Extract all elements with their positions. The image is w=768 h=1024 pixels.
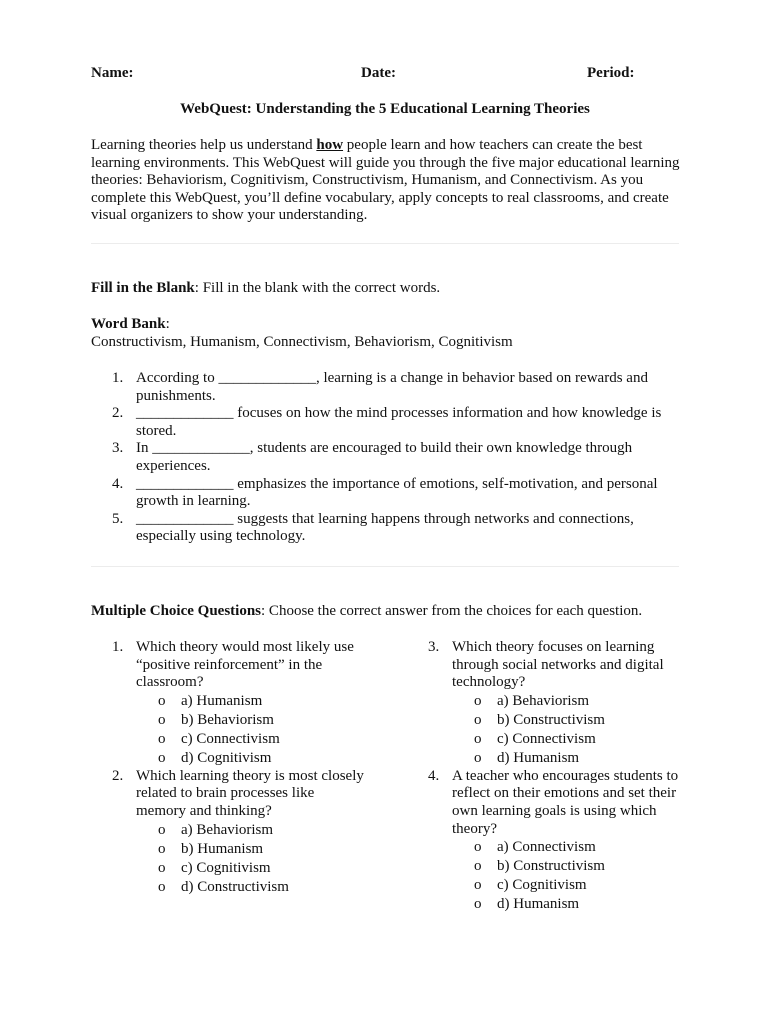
option-text: a) Behaviorism [497,692,590,709]
answer-option [91,711,381,730]
student-info-header [91,65,681,83]
answer-option [91,840,381,859]
bullet-icon: o [474,692,482,709]
answer-option [91,730,381,749]
fill-blank-item [91,440,666,475]
answer-option [91,821,381,840]
question-text: A teacher who encourages students to reflect on their emotions and set their own learning goals is using which theory? [452,767,679,837]
question-text: Which theory would most likely use “positive reinforcement” in the classroom? [136,639,354,691]
bullet-icon: o [158,878,166,895]
item-number: 3. [112,440,124,457]
option-text: a) Behaviorism [181,821,274,838]
bullet-icon: o [474,877,482,894]
item-text: _____________ focuses on how the mind processes information and how knowledge is stored. [136,405,662,439]
answer-option [91,692,381,711]
item-number: 4. [112,475,124,492]
question-stem [91,639,366,692]
option-text: c) Cognitivism [181,859,271,876]
word-bank-label: Word Bank [91,316,166,332]
option-text: b) Constructivism [497,858,605,875]
fill-blank-item [91,370,666,405]
period-label: Period: [587,65,635,81]
bullet-icon: o [158,821,166,838]
option-text: c) Connectivism [181,730,280,747]
word-bank [91,316,681,351]
bullet-icon: o [474,749,482,766]
question-number: 2. [112,767,124,784]
answer-option [407,857,697,876]
multiple-choice-column-left [91,639,364,897]
fill-blank-item [91,511,666,546]
answer-option [407,730,697,749]
document-title: WebQuest: Understanding the 5 Educational Learning Theories [180,101,590,117]
option-text: a) Humanism [181,692,263,709]
answer-option [91,749,381,768]
fill-blank-item [91,476,666,511]
question-stem [407,768,682,838]
question-stem [91,768,366,821]
option-text: b) Humanism [181,840,264,857]
multiple-choice-column-right [407,639,679,914]
word-bank-colon: : [165,316,170,332]
answer-option [91,878,381,897]
answer-option [407,895,697,914]
fill-blank-heading [91,280,681,298]
bullet-icon: o [158,749,166,766]
intro-emphasis: how [316,137,344,153]
date-label: Date: [361,65,396,81]
answer-option [407,711,697,730]
multiple-choice-instruction: : Choose the correct answer from the choices for each question. [261,603,643,619]
option-text: b) Behaviorism [181,711,274,728]
answer-option [407,692,697,711]
question-text: Which learning theory is most closely related to brain processes like memory and thinking? [136,767,364,819]
option-text: b) Constructivism [497,711,605,728]
item-text: _____________ emphasizes the importance of emotions, self-motivation, and personal growth in learning. [136,475,658,510]
fill-blank-item [91,405,666,440]
question-block [91,767,364,897]
bullet-icon: o [158,859,166,876]
word-bank-terms: Constructivism, Humanism, Connectivism, Behaviorism, Cognitivism [91,333,513,350]
answer-option [407,876,697,895]
bullet-icon: o [474,896,482,913]
fill-blank-instruction: : Fill in the blank with the correct words. [194,280,441,296]
item-number: 2. [112,405,124,422]
option-text: d) Cognitivism [181,749,272,766]
item-text: _____________ suggests that learning happens through networks and connections, especially using technology. [136,510,634,545]
question-block [407,639,667,768]
intro-text-post: people learn and how teachers can create the best learning environments. This WebQuest will guide you through the five major educational learning theories: Behaviorism, Cognitivism, Constructivism, Humanism, and Connectivism. As you complete this WebQuest, you’ll define vocabulary, apply concepts to real classrooms, and create visual organizers to show your understanding. [91,137,680,224]
intro-paragraph [91,137,683,225]
word-bank-heading [91,316,681,334]
intro-text-pre: Learning theories help us understand [91,137,317,153]
item-text: In _____________, students are encouraged to build their own knowledge through experiences. [136,440,633,474]
option-text: d) Humanism [497,896,580,913]
multiple-choice-title: Multiple Choice Questions [91,603,262,619]
option-text: a) Connectivism [497,839,596,856]
item-number: 1. [112,370,124,386]
bullet-icon: o [158,730,166,747]
bullet-icon: o [474,711,482,728]
fill-blank-list [91,370,681,546]
bullet-icon: o [158,711,166,728]
bullet-icon: o [474,730,482,747]
question-text: Which theory focuses on learning through social networks and digital technology? [452,639,664,691]
question-number: 1. [112,639,124,655]
bullet-icon: o [158,840,166,857]
option-text: d) Constructivism [181,878,289,895]
question-block [91,639,354,768]
multiple-choice-heading [91,603,681,621]
bullet-icon: o [158,692,166,709]
option-text: c) Connectivism [497,730,596,747]
question-number: 3. [428,639,440,655]
item-number: 5. [112,510,124,527]
question-block [407,767,679,914]
fill-blank-title: Fill in the Blank [91,280,195,296]
answer-option [91,859,381,878]
item-text: According to _____________, learning is a change in behavior based on rewards and punishments. [136,370,648,404]
answer-option [407,749,697,768]
section-divider [91,566,679,567]
bullet-icon: o [474,858,482,875]
question-number: 4. [428,767,440,784]
bullet-icon: o [474,839,482,856]
section-divider [91,243,679,244]
option-text: d) Humanism [497,749,580,766]
option-text: c) Cognitivism [497,877,587,894]
question-stem [407,639,682,692]
name-label: Name: [91,65,134,81]
answer-option [407,838,697,857]
